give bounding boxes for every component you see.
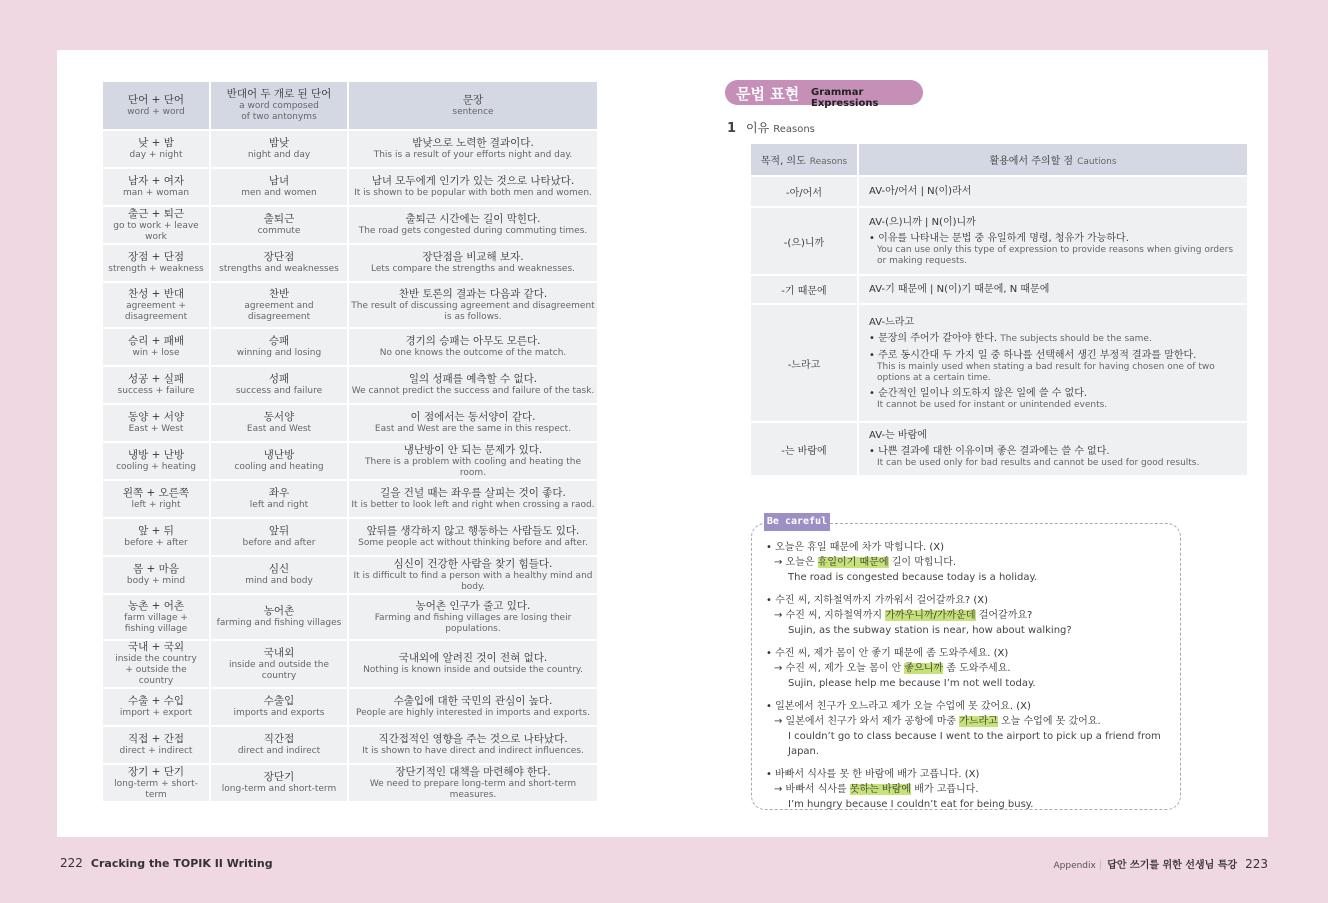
word-cell-en: import + export [119,708,193,718]
antonym-cell [211,687,349,725]
corrected-pre: → 수진 씨, 지하철역까지 [774,610,886,621]
antonym-cell-ko: 농어촌 [263,605,295,617]
sentence-cell-ko: 찬반 토론의 결과는 다음과 같다. [398,287,548,300]
antonym-cell-en: mind and body [245,576,313,586]
header-word: 단어 + 단어 word + word [103,82,211,129]
sentence-cell [349,517,597,555]
antonym-cell [211,517,349,555]
corrected-sentence [766,782,1176,797]
word-cell-ko: 수출 + 수입 [127,695,185,707]
sentence-cell-ko: 냉난방이 안 되는 문제가 있다. [403,443,543,456]
grammar-label: -느라고 [751,303,859,421]
sentence-cell-en: Nothing is known inside and outside the country. [363,665,583,675]
grammar-body [859,421,1247,475]
antonym-cell-en: direct and indirect [237,746,321,756]
highlighted-grammar: 가까우니까/가까운데 [885,610,976,621]
sentence-cell [349,639,597,687]
table-row [103,517,597,555]
sentence-cell [349,365,597,403]
table-row [103,403,597,441]
sentence-cell-en: There is a problem with cooling and heating the room. [365,456,581,478]
grammar-label: -아/어서 [751,175,859,206]
grammar-row [751,206,1247,274]
table-row [103,479,597,517]
antonym-cell-ko: 장단점 [263,251,295,263]
sentence-cell-ko: 밤낮으로 노력한 결과이다. [412,137,534,149]
table-row [103,593,597,639]
sentence-cell-en: East and West are the same in this respect. [374,424,572,434]
bullet-ko: • 이유를 나타내는 문법 중 유일하게 명령, 청유가 가능하다. [869,232,1237,245]
sentence-cell-en: It is better to look left and right when crossing a raod. [351,500,595,510]
table-row [103,167,597,205]
word-cell-en: left + right [131,500,181,510]
word-cell [103,763,211,801]
sentence-cell-ko: 남녀 모두에게 인기가 있는 것으로 나타났다. [371,175,575,187]
translation: I’m hungry because I couldn’t eat for being busy. [788,799,1034,810]
grammar-body [859,274,1247,303]
corrected-post: 오늘 수업에 못 갔어요. [997,716,1101,727]
word-cell-en: man + woman [122,188,190,198]
sentence-cell [349,763,597,801]
corrected-pre: → 오늘은 [774,557,818,568]
footer-separator: | [1098,860,1103,871]
sentence-cell-en: Farming and fishing villages are losing their populations. [374,612,572,634]
word-cell-ko: 국내 + 국외 [127,641,185,653]
word-cell-ko: 낮 + 밤 [138,137,174,149]
antonym-cell-ko: 동서양 [263,411,295,423]
grammar-label: -는 바람에 [751,421,859,475]
antonym-cell-en: farming and fishing villages [216,618,342,628]
grammar-label: -기 때문에 [751,274,859,303]
sentence-cell-ko: 수출입에 대한 국민의 관심이 높다. [393,695,553,707]
translation: The road is congested because today is a holiday. [788,572,1038,583]
antonym-cell [211,403,349,441]
corrected-pre: → 일본에서 친구가 와서 제가 공항에 마중 [774,716,960,727]
grammar-body [859,303,1247,421]
sentence-cell-en: It is shown to have direct and indirect influences. [362,746,584,756]
sentence-cell-ko: 경기의 승패는 아무도 모른다. [405,335,541,347]
antonym-cell-en: long-term and short-term [221,784,337,794]
word-cell [103,517,211,555]
sentence-cell-ko: 심신이 건강한 사람을 찾기 힘들다. [393,557,553,570]
sentence-cell [349,593,597,639]
antonym-cell-en: success and failure [235,386,323,396]
table-row [103,763,597,801]
word-cell [103,365,211,403]
highlighted-grammar: 휴일이기 때문에 [817,557,889,568]
corrected-post: 걸어갈까요? [975,610,1033,621]
chapter-title: 답안 쓰기를 위한 선생님 특강 [1107,860,1238,871]
sentence-cell-en: It is difficult to find a person with a healthy mind and body. [353,570,593,592]
sentence-cell-en: People are highly interested in imports and exports. [356,708,590,718]
translation: Sujin, please help me because I’m not well today. [788,678,1036,689]
grammar-row [751,274,1247,303]
corrected-sentence [766,661,1176,676]
word-cell-en: cooling + heating [116,462,196,472]
word-cell-en: long-term + short-term [114,778,198,800]
list-item [766,699,1176,759]
grammar-body [859,206,1247,274]
table-row [103,725,597,763]
bullet-en: The subjects should be the same. [1000,333,1152,344]
word-cell [103,167,211,205]
grammar-header-row [751,144,1247,175]
grammar-form: AV-기 때문에 | N(이)기 때문에, N 때문에 [869,284,1050,295]
wrong-sentence: • 오늘은 휴일 때문에 차가 막힙니다. (X) [766,540,1176,555]
grammar-expressions-badge: 문법 표현 Grammar Expressions [725,80,923,105]
word-cell [103,129,211,167]
highlighted-grammar: 못하는 바람에 [849,784,912,795]
antonym-cell [211,365,349,403]
sentence-cell [349,403,597,441]
header-sentence: 문장 sentence [349,82,597,129]
word-cell-en: agreement + disagreement [124,300,188,322]
sentence-cell-en: The road gets congested during commuting times. [358,226,588,236]
corrected-pre: → 바빠서 식사를 [774,784,850,795]
word-cell-ko: 직접 + 간접 [127,733,185,745]
be-careful-badge: Be careful [764,513,830,531]
grammar-row [751,175,1247,206]
sentence-cell [349,555,597,593]
antonym-cell [211,327,349,365]
antonym-cell-ko: 출퇴근 [263,213,295,225]
word-cell-ko: 냉방 + 난방 [127,449,185,461]
bullet-en: It cannot be used for instant or unintended events. [877,399,1108,410]
wrong-sentence: • 바빠서 식사를 못 한 바람에 배가 고픕니다. (X) [766,767,1176,782]
word-cell-ko: 찬성 + 반대 [127,287,185,300]
antonym-cell [211,763,349,801]
word-cell-ko: 동양 + 서양 [127,411,185,423]
antonym-cell [211,129,349,167]
sentence-cell-ko: 이 점에서는 동서양이 같다. [410,411,536,423]
word-cell-ko: 앞 + 뒤 [138,525,174,537]
bullet-en: This is mainly used when stating a bad result for having chosen one of two options at a certain time. [877,361,1215,383]
sentence-cell [349,725,597,763]
sentence-cell-en: The result of discussing agreement and disagreement is as follows. [351,300,595,322]
footer-right [1053,856,1268,871]
sentence-cell-ko: 직간접적인 영향을 주는 것으로 나타났다. [378,733,568,745]
word-cell-en: East + West [128,424,184,434]
table-header-row [103,82,597,129]
antonym-cell-en: strengths and weaknesses [219,264,339,274]
grammar-row [751,303,1247,421]
header-cautions: 활용에서 주의할 점 Cautions [859,144,1247,175]
word-cell [103,687,211,725]
antonym-cell-ko: 직간접 [263,733,295,745]
word-cell-en: success + failure [117,386,195,396]
bullet-ko: 문장의 주어가 같아야 한다. [878,332,998,344]
corrected-post: 배가 고픕니다. [911,784,979,795]
antonym-cell [211,555,349,593]
list-item [766,646,1176,691]
sentence-cell-en: We cannot predict the success and failure of the task. [351,386,595,396]
antonym-cell-ko: 장단기 [263,771,295,783]
antonym-cell-ko: 좌우 [268,487,290,499]
wrong-sentence: • 일본에서 친구가 오느라고 제가 오늘 수업에 못 갔어요. (X) [766,699,1176,714]
grammar-form: AV-는 바람에 [869,430,927,441]
sentence-cell [349,281,597,327]
table-row [103,205,597,243]
table-row [103,687,597,725]
wrong-sentence: • 수진 씨, 제가 몸이 안 좋기 때문에 좀 도와주세요. (X) [766,646,1176,661]
antonym-cell [211,639,349,687]
antonym-cell [211,479,349,517]
antonym-cell-en: cooling and heating [234,462,324,472]
wrong-sentence: • 수진 씨, 지하철역까지 가까워서 걸어갈까요? (X) [766,593,1176,608]
word-cell-ko: 장기 + 단기 [127,765,185,778]
sentence-cell [349,441,597,479]
sentence-cell [349,687,597,725]
grammar-form: AV-아/어서 | N(이)라서 [869,186,972,197]
sentence-cell-ko: 장단기적인 대책을 마련해야 한다. [395,765,551,778]
bullet-line [869,332,1237,346]
antonym-cell-en: men and women [241,188,317,198]
antonym-cell-en: night and day [247,150,311,160]
antonym-cell [211,167,349,205]
antonym-cell [211,725,349,763]
sentence-cell-ko: 장단점을 비교해 보자. [422,251,524,263]
sentence-cell [349,205,597,243]
word-cell [103,555,211,593]
sentence-cell-en: This is a result of your efforts night and day. [373,150,573,160]
header-antonym-word: 반대어 두 개로 된 단어 a word composed of two antonyms [211,82,349,129]
word-cell-en: body + mind [126,576,186,586]
table-row [103,441,597,479]
antonym-cell-en: East and West [246,424,312,434]
highlighted-grammar: 가느라고 [959,716,998,727]
antonym-cell [211,281,349,327]
antonym-cell [211,441,349,479]
antonym-cell [211,205,349,243]
list-item [766,767,1176,812]
antonym-cell-ko: 승패 [268,335,290,347]
word-cell [103,441,211,479]
antonym-cell-en: before and after [242,538,316,548]
sentence-cell-en: No one knows the outcome of the match. [379,348,567,358]
word-cell-en: inside the country + outside the country [115,654,197,686]
word-cell-ko: 왼쪽 + 오른쪽 [122,487,190,499]
grammar-form: AV-느라고 [869,316,915,328]
translation: Sujin, as the subway station is near, how about walking? [788,625,1072,636]
antonym-cell-ko: 남녀 [268,175,290,187]
sentence-cell-en: Lets compare the strengths and weaknesses. [370,264,576,274]
sentence-cell [349,479,597,517]
word-cell-en: win + lose [132,348,180,358]
word-cell-ko: 장점 + 단점 [127,251,185,263]
sentence-cell-ko: 농어촌 인구가 줄고 있다. [415,599,531,612]
list-item [766,593,1176,638]
bullet-ko: • 주로 동시간대 두 가지 일 중 하나를 선택해서 생긴 부정적 결과를 말한다. [869,349,1237,362]
grammar-table [751,144,1247,475]
table-row [103,327,597,365]
word-cell-ko: 출근 + 퇴근 [127,207,185,220]
bullet-ko: • 순간적인 일이나 의도하지 않은 일에 쓸 수 없다. [869,387,1237,400]
footer-left [60,856,273,870]
word-cell [103,479,211,517]
word-cell-en: direct + indirect [119,746,193,756]
word-cell-en: day + night [129,150,183,160]
antonym-cell-ko: 냉난방 [263,449,295,461]
antonym-cell-en: agreement and disagreement [244,300,314,322]
antonym-cell-ko: 밤낮 [268,137,290,149]
sentence-cell-en: We need to prepare long-term and short-term measures. [369,778,577,800]
corrected-post: 길이 막힙니다. [888,557,957,568]
table-row [103,639,597,687]
grammar-row [751,421,1247,475]
highlighted-grammar: 좋으니까 [904,663,944,674]
section-title: 1 이유 Reasons [727,121,815,136]
table-row [103,365,597,403]
sentence-cell-ko: 출퇴근 시간에는 길이 막힌다. [405,213,541,225]
antonym-cell-en: imports and exports [233,708,325,718]
antonym-cell [211,593,349,639]
table-row [103,243,597,281]
translation: I couldn’t go to class because I went to the airport to pick up a friend from Japan. [788,731,1161,757]
book-title: Cracking the TOPIK II Writing [90,857,273,870]
corrected-post: 좀 도와주세요. [943,663,1011,674]
sentence-cell [349,243,597,281]
word-cell-ko: 몸 + 마음 [133,563,179,575]
grammar-form: AV-(으)니까 | N(이)니까 [869,216,976,228]
antonym-word-table [103,82,597,801]
antonym-cell-en: winning and losing [236,348,322,358]
page-number-left: 222 [60,856,83,870]
word-cell [103,281,211,327]
word-cell-ko: 남자 + 여자 [127,175,185,187]
word-cell [103,639,211,687]
antonym-cell-ko: 성패 [268,373,290,385]
corrected-sentence [766,555,1176,570]
grammar-label: -(으)니까 [751,206,859,274]
sentence-cell-ko: 일의 성패를 예측할 수 없다. [408,373,538,385]
sentence-cell [349,327,597,365]
word-cell [103,725,211,763]
word-cell [103,403,211,441]
corrected-pre: → 수진 씨, 제가 오늘 몸이 안 [774,663,905,674]
bullet-ko: • 나쁜 결과에 대한 이유이며 좋은 결과에는 쓸 수 없다. [869,445,1237,458]
antonym-cell-en: inside and outside the country [228,659,330,681]
antonym-cell-ko: 앞뒤 [268,525,290,537]
table-row [103,555,597,593]
list-item [766,540,1176,585]
table-row [103,281,597,327]
header-purpose: 목적, 의도 Reasons [751,144,859,175]
antonym-cell-en: left and right [249,500,309,510]
sentence-cell-ko: 앞뒤를 생각하지 않고 행동하는 사람들도 있다. [366,525,580,537]
sentence-cell [349,129,597,167]
antonym-cell-ko: 심신 [268,563,290,575]
antonym-cell-ko: 찬반 [268,287,290,300]
word-cell [103,327,211,365]
antonym-cell-ko: 수출입 [263,695,295,707]
sentence-cell-en: Some people act without thinking before and after. [358,538,588,548]
antonym-cell-ko: 국내외 [263,646,295,659]
corrected-sentence [766,714,1176,729]
bullet-en: You can use only this type of expression to provide reasons when giving orders or making requests. [877,244,1234,266]
antonym-cell-en: commute [257,226,301,236]
sentence-cell-ko: 길을 건널 때는 좌우를 살피는 것이 좋다. [380,487,566,499]
sentence-cell [349,167,597,205]
word-cell-ko: 성공 + 실패 [127,373,185,385]
word-cell [103,593,211,639]
grammar-body [859,175,1247,206]
antonym-cell [211,243,349,281]
word-cell-en: strength + weakness [108,264,204,274]
sentence-cell-ko: 국내외에 알려진 것이 전혀 없다. [398,652,548,664]
word-cell-en: farm village + fishing village [124,612,188,634]
table-row [103,129,597,167]
page-number-right: 223 [1245,857,1268,871]
bullet-en: It can be used only for bad results and cannot be used for good results. [877,458,1200,468]
corrected-sentence [766,608,1176,623]
word-cell [103,205,211,243]
appendix-label: Appendix [1053,861,1096,871]
word-cell-en: before + after [124,538,188,548]
word-cell-ko: 농촌 + 어촌 [127,599,185,612]
be-careful-items [766,540,1176,820]
word-cell-ko: 승리 + 패배 [127,335,185,347]
sentence-cell-en: It is shown to be popular with both men and women. [354,188,592,198]
word-cell [103,243,211,281]
word-cell-en: go to work + leave work [113,220,199,242]
